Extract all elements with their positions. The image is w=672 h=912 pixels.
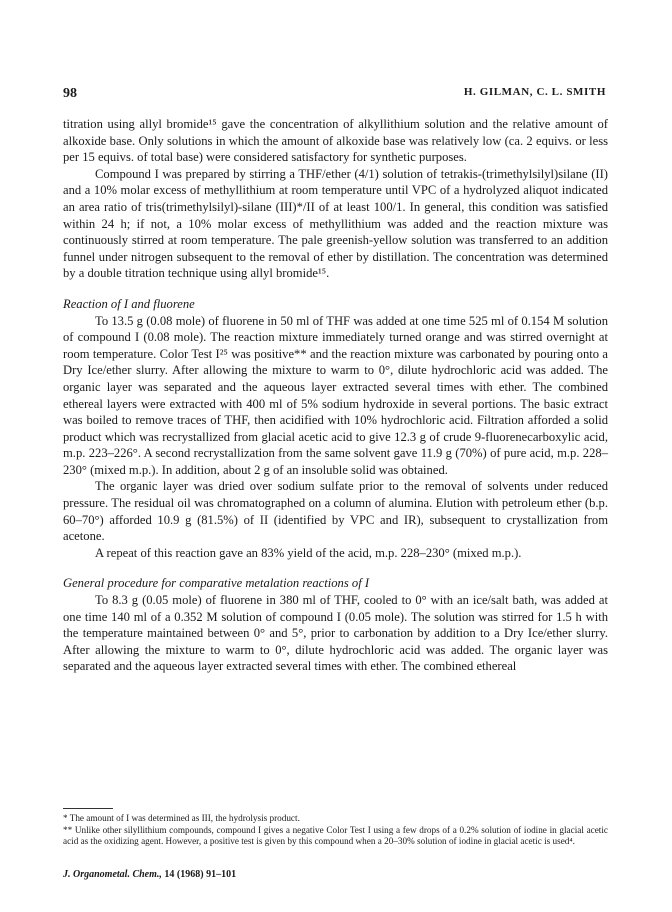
- footnote: ** Unlike other silyllithium compounds, compound I gives a negative Color Test I using a few drops of a 0.2% solution of iodine in glacial acetic acid as the oxidizing agent. However, a positive test is given by this compound when a 20–30% solution of iodine in glacial acetic is used⁴.: [63, 824, 608, 847]
- running-authors: H. GILMAN, C. L. SMITH: [463, 86, 606, 98]
- paragraph: To 13.5 g (0.08 mole) of fluorene in 50 ml of THF was added at one time 525 ml of 0.154 M solution of compound I (0.08 mole). The reaction mixture immediately turned orange and was stirred overnight at room temperature. Color Test I²⁵ was positive** and the reaction mixture was carbonated by pouring onto a Dry Ice/ether slurry. After allowing the mixture to warm to 0°, dilute hydrochloric acid was added. The organic layer was separated and the aqueous layer extracted several times with ether. The combined ethereal layers were extracted with 400 ml of 5% sodium hydroxide in several portions. The basic extract was boiled to remove traces of THF, then acidified with 10% hydrochloric acid. Filtration afforded a solid product which was recrystallized from glacial acetic acid to give 12.3 g of crude 9-fluorenecarboxylic acid, m.p. 223–226°. A second recrystallization from the same solvent gave 11.9 g (70%) of pure acid, m.p. 228–230° (mixed m.p.). In addition, about 2 g of an insoluble solid was obtained.: [63, 313, 608, 477]
- paragraph: To 8.3 g (0.05 mole) of fluorene in 380 ml of THF, cooled to 0° with an ice/salt bath, was added at one time 140 ml of a 0.352 M solution of compound I (0.05 mole). The solution was stirred for 1.5 h with the temperature maintained between 0° and 5°, prior to carbonation by addition to a Dry Ice/ether slurry. After allowing the mixture to warm to 0°, dilute hydrochloric acid was added. The organic layer was separated and the aqueous layer extracted several times with ether. The combined ethereal: [63, 593, 608, 674]
- section-heading: Reaction of I and fluorene: [63, 296, 195, 311]
- journal-reference: 14 (1968) 91–101: [164, 869, 237, 880]
- paragraph: The organic layer was dried over sodium sulfate prior to the removal of solvents under reduced pressure. The residual oil was chromatographed on a column of alumina. Elution with petroleum ether (b.p. 60–70°) afforded 10.9 g (81.5%) of II (identified by VPC and IR), subsequent to crystallization from acetone.: [63, 479, 608, 544]
- section-heading: General procedure for comparative metalation reactions of I: [63, 576, 370, 591]
- running-header: [63, 86, 606, 104]
- journal-citation: [63, 869, 236, 880]
- footnotes: [63, 813, 608, 848]
- paragraph: A repeat of this reaction gave an 83% yield of the acid, m.p. 228–230° (mixed m.p.).: [95, 545, 522, 560]
- body-text: [63, 116, 608, 675]
- paragraph: titration using allyl bromide¹⁵ gave the concentration of alkyllithium solution and the relative amount of alkoxide base. Only solutions in which the amount of alkoxide base was relatively low (ca. 2 equivs. or less per 15 equivs. of total base) were considered satisfactory for synthetic purposes.: [63, 117, 608, 165]
- paragraph: Compound I was prepared by stirring a THF/ether (4/1) solution of tetrakis-(trimethylsilyl)silane (II) and a 10% molar excess of methyllithium at room temperature until VPC of a hydrolyzed aliquot indicated an area ratio of tris(trimethylsilyl)-silane (III)*/II of at least 100/1. In general, this condition was satisfied within 24 h; if not, a 10% molar excess of methyllithium was added and the reaction mixture was continuously stirred at room temperature. The pale greenish-yellow solution was transferred to an addition funnel under nitrogen subsequent to the removal of ether by distillation. The concentration was determined by a double titration technique using allyl bromide¹⁵.: [63, 166, 608, 281]
- journal-name: J. Organometal. Chem.,: [63, 869, 162, 880]
- page-number: 98: [63, 86, 77, 101]
- footnote-divider: [63, 808, 113, 809]
- footnote: * The amount of I was determined as III, the hydrolysis product.: [63, 813, 300, 823]
